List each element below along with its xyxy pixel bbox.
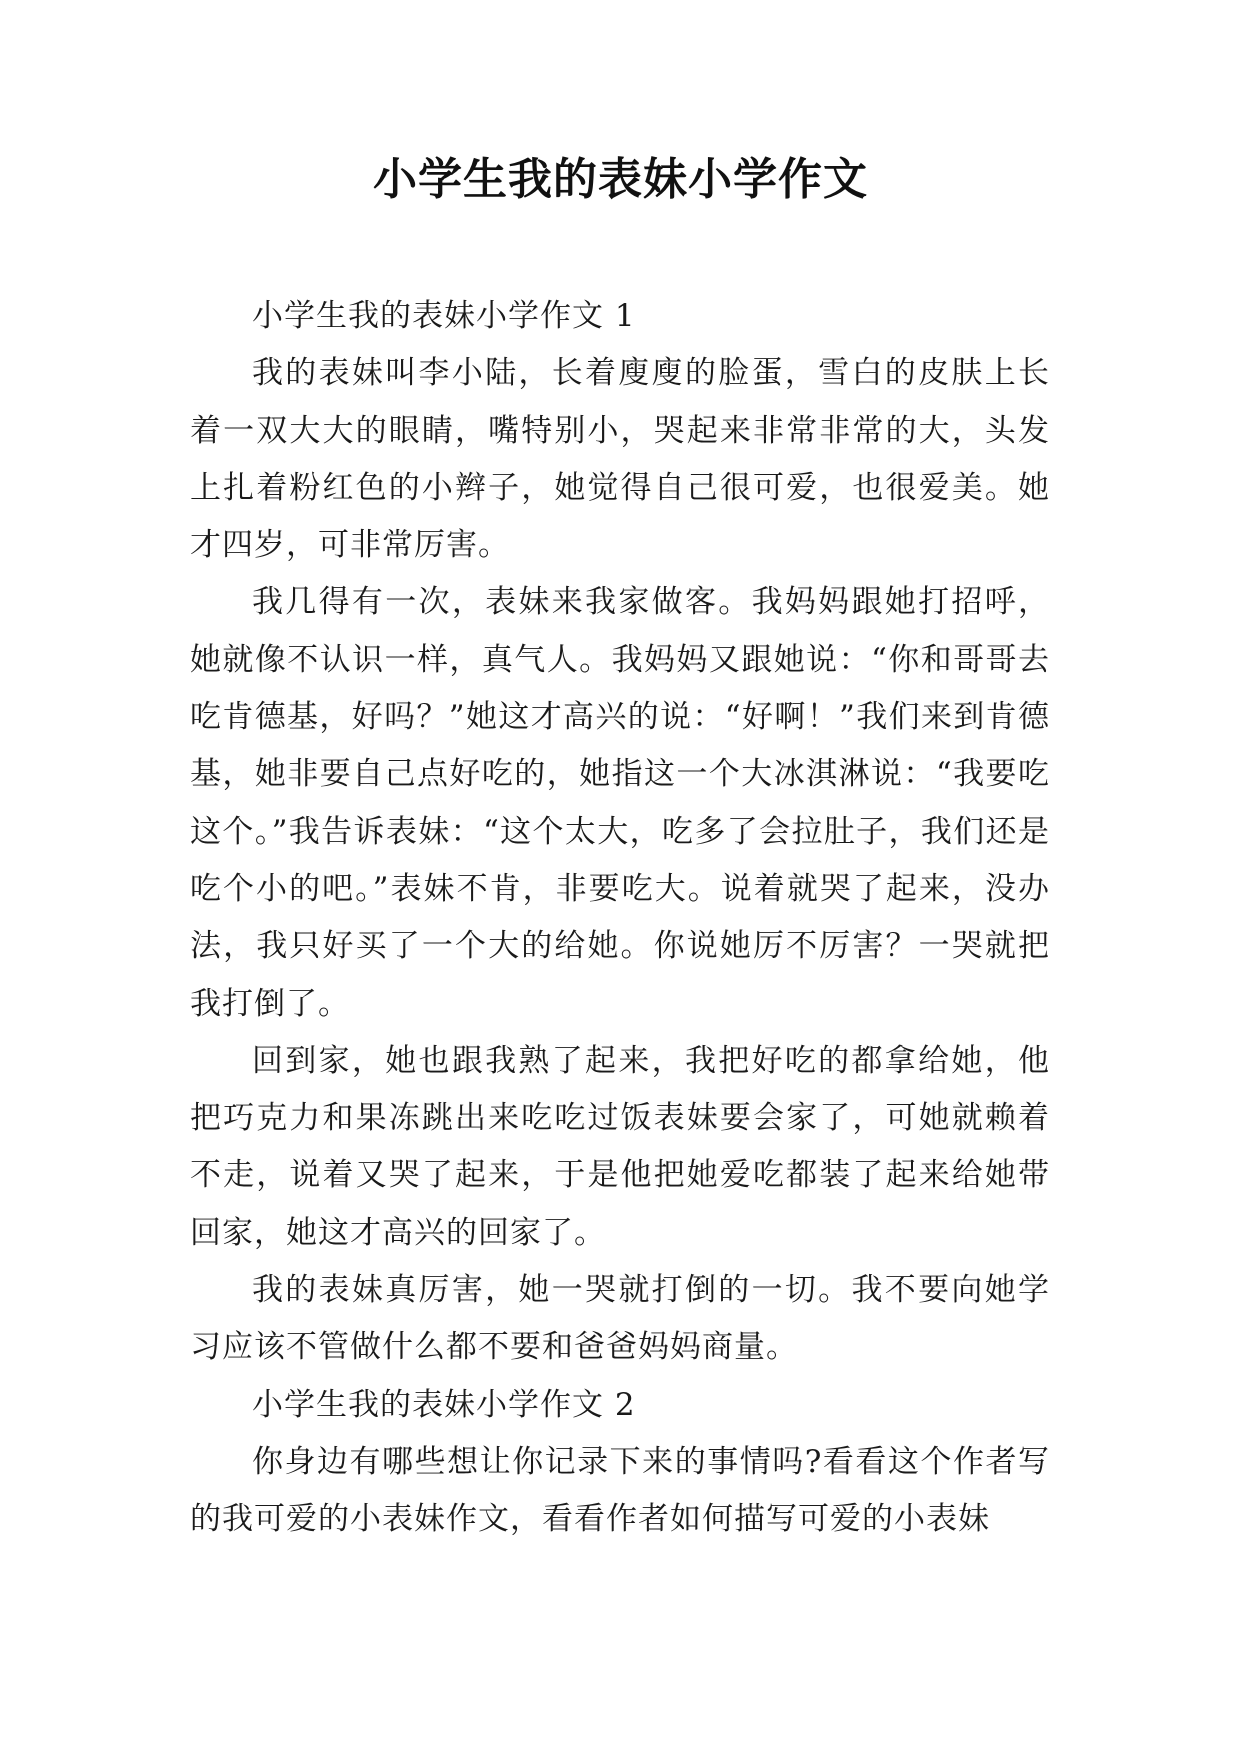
paragraph: 我的表妹真厉害，她一哭就打倒的一切。我不要向她学习应该不管做什么都不要和爸爸妈妈商量。 <box>190 1272 1050 1366</box>
document-body <box>190 288 1050 1549</box>
essay-section-2 <box>190 1377 1050 1549</box>
paragraph: 回到家，她也跟我熟了起来，我把好吃的都拿给她，他把巧克力和果冻跳出来吃吃过饭表妹要会家了，可她就赖着不走，说着又哭了起来，于是他把她爱吃都装了起来给她带回家，她这才高兴的回家了。 <box>190 1042 1050 1251</box>
paragraph: 我几得有一次，表妹来我家做客。我妈妈跟她打招呼，她就像不认识一样，真气人。我妈妈又跟她说：“你和哥哥去吃肯德基，好吗？”她这才高兴的说：“好啊！”我们来到肯德基，她非要自己点好吃的，她指这一个大冰淇淋说：“我要吃这个。”我告诉表妹：“这个太大，吃多了会拉肚子，我们还是吃个小的吧。”表妹不肯，非要吃大。说着就哭了起来，没办法，我只好买了一个大的给她。你说她厉不厉害？一哭就把我打倒了。 <box>190 584 1050 1022</box>
section-heading: 小学生我的表妹小学作文 1 <box>252 298 636 334</box>
page-title: 小学生我的表妹小学作文 <box>373 154 868 205</box>
section-heading: 小学生我的表妹小学作文 2 <box>252 1386 636 1423</box>
essay-section-1 <box>190 288 1050 1377</box>
paragraph: 我的表妹叫李小陆，长着廋廋的脸蛋，雪白的皮肤上长着一双大大的眼睛，嘴特别小，哭起来非常非常的大，头发上扎着粉红色的小辫子，她觉得自己很可爱，也很爱美。她才四岁，可非常厉害。 <box>190 355 1050 564</box>
paragraph: 你身边有哪些想让你记录下来的事情吗?看看这个作者写的我可爱的小表妹作文，看看作者如何描写可爱的小表妹 <box>190 1443 1050 1538</box>
